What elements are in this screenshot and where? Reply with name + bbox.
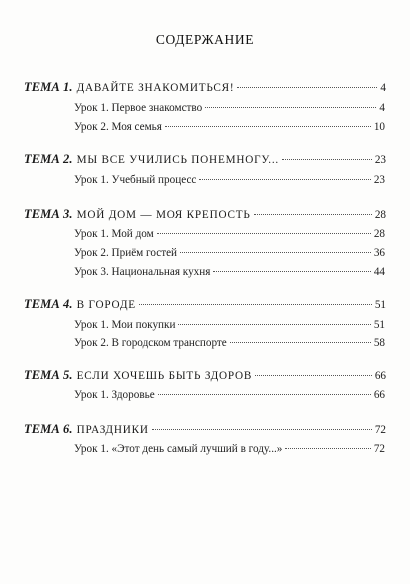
toc-theme-4 [24, 297, 386, 312]
page-number: 51 [373, 319, 385, 331]
dot-leader [255, 375, 372, 376]
toc-theme-2 [24, 152, 386, 167]
theme-title: МОЙ ДОМ — МОЯ КРЕПОСТЬ [76, 209, 251, 221]
theme-title: ЕСЛИ ХОЧЕШЬ БЫТЬ ЗДОРОВ [76, 370, 253, 382]
page-number: 28 [374, 209, 386, 221]
page-number: 10 [373, 121, 385, 133]
dot-leader [254, 214, 372, 215]
theme-title: ДАВАЙТЕ ЗНАКОМИТЬСЯ! [76, 82, 235, 94]
toc-theme-1 [24, 80, 386, 95]
toc-theme-3 [24, 207, 386, 222]
page-number: 28 [373, 228, 385, 240]
dot-leader [199, 179, 370, 180]
dot-leader [165, 126, 371, 127]
theme-label: ТЕМА 4. [24, 297, 73, 311]
lesson-title: Урок 2. Приём гостей [74, 247, 178, 259]
dot-leader [237, 87, 377, 88]
dot-leader [157, 233, 371, 234]
toc-lesson [74, 174, 385, 186]
theme-label: ТЕМА 3. [24, 207, 73, 221]
dot-leader [213, 271, 370, 272]
theme-title: В ГОРОДЕ [76, 299, 136, 311]
theme-title: МЫ ВСЕ УЧИЛИСЬ ПОНЕМНОГУ... [76, 154, 280, 166]
dot-leader [178, 324, 370, 325]
toc-lesson [74, 319, 385, 331]
dot-leader [158, 394, 371, 395]
page-number: 36 [373, 247, 385, 259]
toc-lesson [74, 443, 385, 455]
page-number: 58 [373, 337, 385, 349]
toc-lesson [74, 337, 385, 349]
toc-lesson [74, 228, 385, 240]
dot-leader [139, 304, 372, 305]
toc-lesson [74, 247, 385, 259]
toc-lesson [74, 102, 385, 114]
theme-label: ТЕМА 5. [24, 368, 73, 382]
toc-lesson [74, 121, 385, 133]
lesson-title: Урок 2. В городском транспорте [74, 337, 227, 349]
theme-title: ПРАЗДНИКИ [76, 424, 149, 436]
page-number: 66 [373, 389, 385, 401]
toc-theme-5 [24, 368, 386, 383]
dot-leader [230, 342, 371, 343]
lesson-title: Урок 1. Учебный процесс [74, 174, 197, 186]
page-number: 66 [374, 370, 386, 382]
lesson-title: Урок 1. «Этот день самый лучший в году...» [74, 443, 283, 455]
page-number: 4 [379, 102, 385, 114]
lesson-title: Урок 1. Мои покупки [74, 319, 176, 331]
dot-leader [282, 159, 372, 160]
page-number: 72 [374, 424, 386, 436]
dot-leader [180, 252, 371, 253]
page-title: СОДЕРЖАНИЕ [155, 32, 255, 47]
page-number: 72 [373, 443, 385, 455]
lesson-title: Урок 2. Моя семья [74, 121, 162, 133]
lesson-title: Урок 3. Национальная кухня [74, 266, 211, 278]
toc-lesson [74, 266, 385, 278]
page-number: 51 [374, 299, 386, 311]
page-number: 23 [374, 154, 386, 166]
theme-label: ТЕМА 1. [24, 80, 73, 94]
page-number: 44 [373, 266, 385, 278]
dot-leader [205, 107, 376, 108]
page-number: 23 [373, 174, 385, 186]
toc-theme-6 [24, 422, 386, 437]
theme-label: ТЕМА 6. [24, 422, 73, 436]
lesson-title: Урок 1. Мой дом [74, 228, 154, 240]
page-number: 4 [380, 82, 386, 94]
dot-leader [285, 448, 370, 449]
dot-leader [152, 429, 372, 430]
lesson-title: Урок 1. Здоровье [74, 389, 155, 401]
toc-lesson [74, 389, 385, 401]
lesson-title: Урок 1. Первое знакомство [74, 102, 203, 114]
theme-label: ТЕМА 2. [24, 152, 73, 166]
